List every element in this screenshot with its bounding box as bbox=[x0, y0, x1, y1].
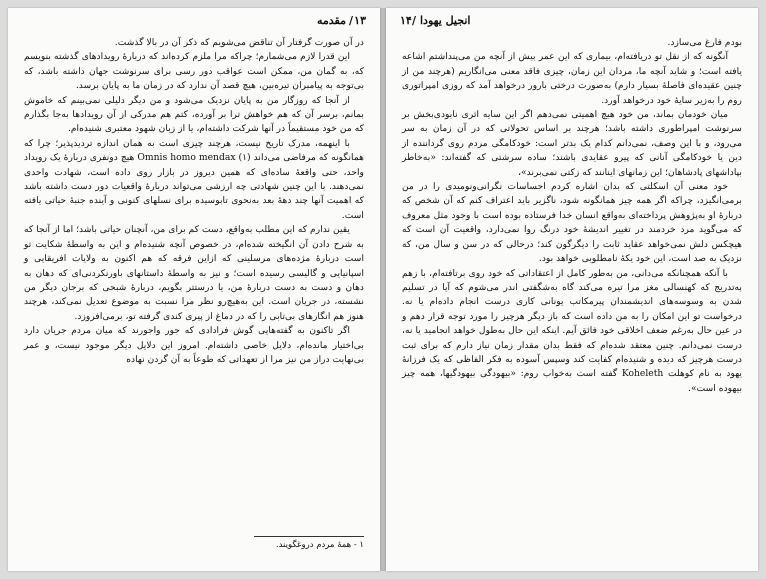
running-title: مقدمه bbox=[316, 14, 346, 27]
paragraph: از آنجا که روزگار من به پایان نزدیک می‌شود و من دیگر دلیلی نمی‌بینم که خاموش بمانم، برسر آن که هم خواهش ترا بر آورده، کتم هم مدرکی از آن رویدادها به‌جا بگذارم که من خود مستقیماً در آنها شرکت داشته‌ام، یا از زبان شهود معتبری شنیده‌ام. bbox=[24, 94, 364, 135]
running-title: انجیل یهودا bbox=[420, 14, 471, 27]
right-page-text bbox=[402, 36, 742, 396]
paragraph: در آن صورت گرفتار آن تناقض می‌شویم که ذکر آن در بالا گذشت. bbox=[114, 37, 364, 48]
left-page bbox=[8, 8, 380, 571]
paragraph: میان خودمان بماند، من خود هیچ اهمیتی نمی‌دهم اگر این سایه اثری نابودی‌بخش بر سرنوشت امپراطوری داشته باشد؛ هرچند بر اساس تحولاتی که در آن زمان به سر می‌رود، و با این وصف، نمی‌دانم کدام یک بدتر است: خودکامگی مردم روی گرداننده از دین یا خودکامگی آنانی که پیرو عقایدی باشند؛ ساده سرشتی که گفته‌اند: «به‌خاطر بپاداشهای پادشاهان؛ این زمانهای اینانند که زکتی نمی‌برند»، bbox=[402, 109, 742, 178]
left-page-header bbox=[22, 14, 366, 32]
right-page-header bbox=[400, 14, 744, 32]
left-page-text bbox=[24, 36, 364, 367]
page-number: ۱۴ bbox=[400, 14, 412, 27]
header-separator: / bbox=[348, 14, 353, 27]
page-number: ۱۳ bbox=[354, 14, 366, 27]
paragraph: یقین ندارم که این مطلب به‌واقع، دست کم برای من، آنچنان حیاتی باشد؛ اما از آنجا که به شرح دادن آن انگیخته شده‌ام، در خصوص آنچه شنیده‌ام و این به واسطهٔ شکایت تو است دربارهٔ مژده‌های مرسلینی که ازاین‌ فرقه که هم اکنون به ولایات افریقایی و اسپانیایی و گالیسی رسیده است؛ و نیز به واسطهٔ داستانهای باورنکردنی‌ای که دهان به دهان و دست به دست دربارهٔ من، یا درستتر بگویم، دربارهٔ شبحی که برجان دیگر من نشسته، در جریان است. این به‌هیچ‌رو نظر مرا نسبت به موضوع تعدیل نمی‌کند، هرچند هنوز هم انگارهای بی‌تابی را که در دماغ از پیری کندی گرفته تو، برمی‌افروزد. bbox=[24, 224, 364, 322]
right-page bbox=[386, 8, 758, 571]
header-separator: / bbox=[412, 14, 417, 27]
paragraph: آنگونه که از نقل تو دریافته‌ام، بیماری که این عمر بیش از آنچه من می‌پنداشتم اشاعه یافته است؛ و شاید آنچه ما، مردان این زمان، چیزی فاقد معنی می‌انگاریم (هرچند من از چنین عقیده‌ای فاصلهٔ بسیار دارم) به‌صورت درختی بارور درخواهد آمد که روزی امپراتوری روم را به‌زیر سایهٔ خود درخواهد آورد. bbox=[402, 51, 742, 106]
footnote: ۱ - همهٔ مردم دروغگویند. bbox=[275, 540, 364, 550]
paragraph: بودم فارغ می‌سازد. bbox=[667, 37, 742, 48]
paragraph: با آنکه همچنانکه می‌دانی، من به‌طور کامل از اعتقاداتی که خود روی برتافته‌ام، با زهم به‌تدریج که کهنسالی مغز مرا تیره می‌کند گاه به‌شگفتی اندر می‌شوم که آیا در تسلیم شدن به وسوسه‌های اندیشمندان پیرمکاتب یونانی کاری درست انجام داده‌ام یا نه. درخواست تو این امکان را به من داده است که باز دیگر هرچیز را مورد توجه قرار دهم و در عین حال به‌رغم ضعف اخلاقی خود فائق آیم. اینکه این حال به‌طول خواهد انجامید یا نه، درست نمی‌دانم. چنین معتقد شده‌ام که فقط بدان مقدار زمان نیاز دارم که برای ثبت درست هرچیز که دیده و شنیده‌ام کفایت کند وسپس آسوده به فکر الفاظی که یک فرزانهٔ یهود به نام کوهلت Koheleth گفته است به‌خواب روم: «بیهودگی بیهودگیها، همه چیز بیهوده است». bbox=[402, 267, 742, 394]
footnote-divider bbox=[254, 536, 364, 537]
paragraph: خود معنی آن اسکلتی که بدان اشاره کردم احساسات نگرانی‌ونومیدی را در من برمی‌انگیزد، چراکه اگر همه چیز همانگونه شود، ناگزیر باید اعتراف کنم که آن شخص که دربارهٔ او به‌پژوهش پرداخته‌ای به‌واقع انسان خدا فرستاده بوده است با وجود مثل معروف که می‌گوید مرد خردمند در تغییر اندیشهٔ خود درنگ روا نمی‌دارد، واقعیت آن است که هیچکس دلش نمی‌خواهد عقاید ثابت را دیگرگون کند؛ درحالی که در سن و سال من، که نزدیک به صد است، این خود یکهٔ نامطلوبی خواهد بود. bbox=[402, 181, 742, 265]
paragraph: اگر تاکنون به گفته‌هایی گوش فرادادی که جور واجورند که میان مردم جریان دارد بی‌اختیار مانده‌ام، دلایل خاصی داشته‌ام. امروز این دلایل دیگر موجود نیست، و عمر بی‌نهایت دراز من نیز مرا از تعهداتی که طوعاً به آن گردن نهاده bbox=[24, 325, 364, 365]
paragraph: با اینهمه، مدرک تاریخ نیست، هرچند چیزی است به همان اندازه تردیدپذیر؛ چرا که همانگونه که مرفاضی می‌داند Omnis homo mendax (۱) هیچ دونفری دربارهٔ یک رویداد واحد، حتی واقعهٔ ساده‌ای که همین دیروز در بازار روی داده است، شهادت واحدی نمی‌دهند. با این چنین شهادتی چه ارزشی می‌تواند دربارهٔ واقعیات دور دست داشته باشد که اهمیت آنها چند دههٔ بعد به‌نحوی تابوسیده برای نسلهای کنونی و آینده جنبهٔ حیاتی یافته است. bbox=[24, 137, 364, 221]
paragraph: این قدرا لازم می‌شمارم؛ چراکه مرا ملزم کرده‌اند که دربارهٔ رویدادهای گذشته بنویسم که، به گمان من، ممکن است عواقب دور رسی برای سرنوشت جهان داشته باشد، که بی‌توجه به پیامبران تیره‌بین، هیچ قصد آن ندارد که در زمان ما به پایان برسد. bbox=[24, 51, 364, 92]
